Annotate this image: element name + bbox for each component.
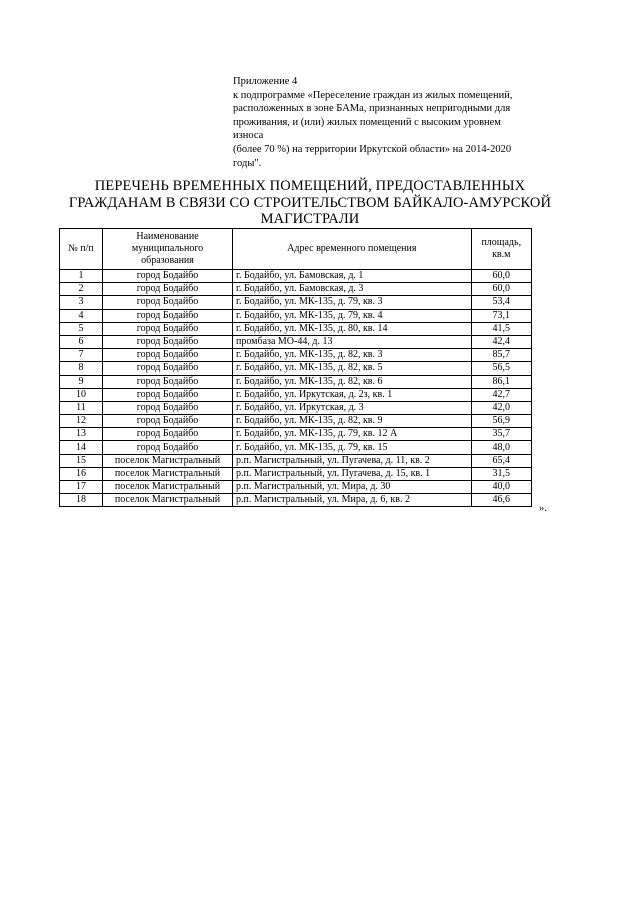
row-municipality: поселок Магистральный [103, 494, 233, 507]
row-address: г. Бодайбо, ул. МК-135, д. 79, кв. 3 [233, 296, 472, 309]
appendix-line: к подпрограмме «Переселение граждан из жилых помещений, [233, 89, 513, 101]
row-number: 15 [60, 454, 103, 467]
row-municipality: город Бодайбо [103, 441, 233, 454]
row-area: 56,5 [471, 362, 531, 375]
row-number: 11 [60, 401, 103, 414]
row-area: 73,1 [471, 309, 531, 322]
row-address: г. Бодайбо, ул. Иркутская, д. 2з, кв. 1 [233, 388, 472, 401]
row-municipality: город Бодайбо [103, 362, 233, 375]
table-row [60, 296, 532, 309]
row-number: 8 [60, 362, 103, 375]
row-number: 4 [60, 309, 103, 322]
row-municipality: город Бодайбо [103, 309, 233, 322]
row-address: промбаза МО-44, д. 13 [233, 335, 472, 348]
row-address: р.п. Магистральный, ул. Мира, д. 6, кв. 2 [233, 494, 472, 507]
row-address: г. Бодайбо, ул. Бамовская, д. 1 [233, 270, 472, 283]
row-address: г. Бодайбо, ул. МК-135, д. 79, кв. 4 [233, 309, 472, 322]
table-row [60, 481, 532, 494]
appendix-line: (более 70 %) на территории Иркутской области» на 2014-2020 [233, 143, 512, 155]
table-row [60, 270, 532, 283]
header-area-line: площадь, [481, 237, 522, 248]
row-area: 65,4 [471, 454, 531, 467]
row-address: р.п. Магистральный, ул. Пугачева, д. 15, кв. 1 [233, 467, 472, 480]
row-municipality: город Бодайбо [103, 270, 233, 283]
appendix-line: расположенных в зоне БАМа, признанных непригодными для [233, 103, 511, 115]
row-municipality: поселок Магистральный [103, 481, 233, 494]
row-address: р.п. Магистральный, ул. Пугачева, д. 11, кв. 2 [233, 454, 472, 467]
row-municipality: город Бодайбо [103, 283, 233, 296]
row-area: 86,1 [471, 375, 531, 388]
row-number: 13 [60, 428, 103, 441]
row-area: 40,0 [471, 481, 531, 494]
row-area: 48,0 [471, 441, 531, 454]
row-address: г. Бодайбо, ул. МК-135, д. 79, кв. 15 [233, 441, 472, 454]
appendix-line: Приложение 4 [233, 76, 298, 87]
table-row [60, 309, 532, 322]
table-row [60, 441, 532, 454]
row-area: 46,6 [471, 494, 531, 507]
row-number: 7 [60, 349, 103, 362]
row-municipality: поселок Магистральный [103, 467, 233, 480]
row-area: 42,0 [471, 401, 531, 414]
header-municipality-line: муниципального [131, 243, 204, 254]
row-number: 6 [60, 335, 103, 348]
table-row [60, 375, 532, 388]
header-area-line: кв.м [492, 249, 511, 260]
row-area: 53,4 [471, 296, 531, 309]
row-area: 42,7 [471, 388, 531, 401]
row-address: г. Бодайбо, ул. МК-135, д. 79, кв. 12 А [233, 428, 472, 441]
row-address: р.п. Магистральный, ул. Мира, д. 30 [233, 481, 472, 494]
row-municipality: город Бодайбо [103, 296, 233, 309]
table-row [60, 362, 532, 375]
table-row [60, 467, 532, 480]
row-number: 9 [60, 375, 103, 388]
title-line: ПЕРЕЧЕНЬ ВРЕМЕННЫХ ПОМЕЩЕНИЙ, ПРЕДОСТАВЛЕННЫХ [94, 178, 526, 194]
table-row [60, 322, 532, 335]
row-number: 14 [60, 441, 103, 454]
row-municipality: город Бодайбо [103, 335, 233, 348]
table-row [60, 415, 532, 428]
row-address: г. Бодайбо, ул. Бамовская, д. 3 [233, 283, 472, 296]
row-number: 3 [60, 296, 103, 309]
header-municipality [103, 229, 233, 270]
row-address: г. Бодайбо, ул. МК-135, д. 82, кв. 9 [233, 415, 472, 428]
appendix-line: годы". [233, 157, 262, 169]
row-area: 85,7 [471, 349, 531, 362]
title-line: МАГИСТРАЛИ [260, 211, 360, 227]
row-number: 18 [60, 494, 103, 507]
row-number: 10 [60, 388, 103, 401]
table-row [60, 335, 532, 348]
row-municipality: город Бодайбо [103, 349, 233, 362]
row-address: г. Бодайбо, ул. МК-135, д. 82, кв. 6 [233, 375, 472, 388]
appendix-line: проживания, и (или) жилых помещений с высоким уровнем износа [233, 116, 501, 142]
row-area: 42,4 [471, 335, 531, 348]
row-municipality: город Бодайбо [103, 415, 233, 428]
row-number: 12 [60, 415, 103, 428]
table-row [60, 349, 532, 362]
row-number: 1 [60, 270, 103, 283]
table-row [60, 283, 532, 296]
row-municipality: город Бодайбо [103, 322, 233, 335]
premises-table [59, 228, 532, 507]
row-municipality: город Бодайбо [103, 401, 233, 414]
header-number: № п/п [60, 229, 103, 270]
table-row [60, 494, 532, 507]
appendix-note [233, 75, 533, 170]
row-number: 16 [60, 467, 103, 480]
row-area: 35,7 [471, 428, 531, 441]
row-area: 41,5 [471, 322, 531, 335]
table-row [60, 401, 532, 414]
row-number: 2 [60, 283, 103, 296]
row-municipality: город Бодайбо [103, 428, 233, 441]
header-municipality-line: образования [141, 255, 194, 266]
table-row [60, 428, 532, 441]
table-body [60, 270, 532, 507]
row-number: 5 [60, 322, 103, 335]
row-address: г. Бодайбо, ул. Иркутская, д. 3 [233, 401, 472, 414]
row-municipality: город Бодайбо [103, 388, 233, 401]
document-title [60, 178, 560, 228]
row-address: г. Бодайбо, ул. МК-135, д. 82, кв. 5 [233, 362, 472, 375]
row-area: 31,5 [471, 467, 531, 480]
header-address: Адрес временного помещения [233, 229, 472, 270]
row-number: 17 [60, 481, 103, 494]
row-municipality: поселок Магистральный [103, 454, 233, 467]
row-area: 56,9 [471, 415, 531, 428]
header-area [471, 229, 531, 270]
row-area: 60,0 [471, 270, 531, 283]
header-municipality-line: Наименование [136, 231, 199, 242]
table-header-row [60, 229, 532, 270]
table-row [60, 388, 532, 401]
title-line: ГРАЖДАНАМ В СВЯЗИ СО СТРОИТЕЛЬСТВОМ БАЙКАЛО-АМУРСКОЙ [68, 194, 552, 211]
row-address: г. Бодайбо, ул. МК-135, д. 82, кв. 3 [233, 349, 472, 362]
row-area: 60,0 [471, 283, 531, 296]
row-address: г. Бодайбо, ул. МК-135, д. 80, кв. 14 [233, 322, 472, 335]
row-municipality: город Бодайбо [103, 375, 233, 388]
table-row [60, 454, 532, 467]
closing-mark: ». [539, 503, 547, 514]
